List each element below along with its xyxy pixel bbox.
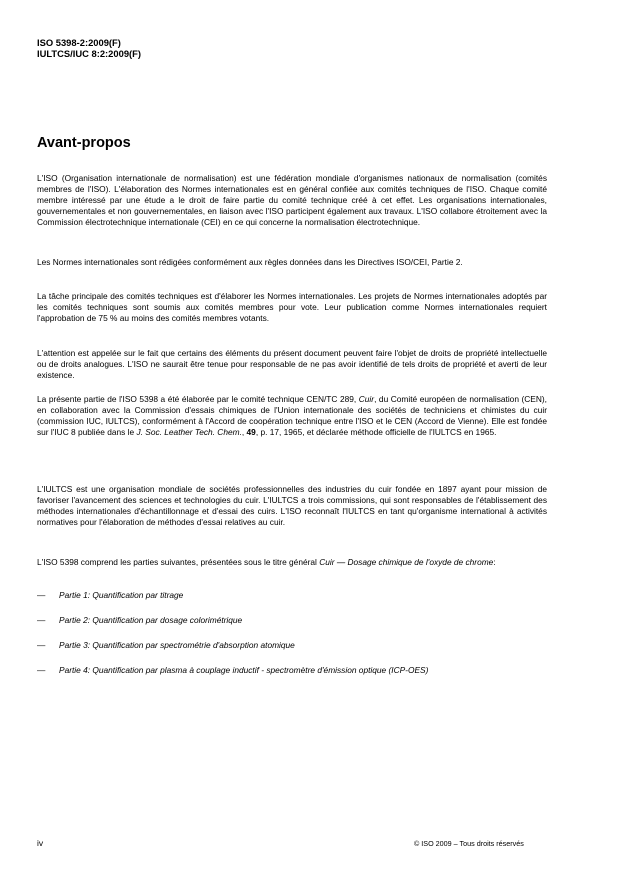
paragraph-preparation: [37, 394, 547, 438]
paragraph-iultcs: L'IULTCS est une organisation mondiale de sociétés professionnelles des industries du cuir fondée en 1897 ayant pour mission de favoriser l'avancement des sciences et technologies du cuir. L'IULTCS a trois commissions, qui sont responsables de l'établissement des méthodes internationales d'échantillonnage et d'essai des cuirs. L'ISO reconnaît l'IULTCS en tant qu'organisme international à activités normatives pour l'élaboration de méthodes d'essai relatives au cuir.: [37, 484, 547, 528]
dash-bullet: —: [37, 665, 46, 675]
parts-list: [37, 590, 428, 690]
list-item: [37, 665, 428, 690]
text-run: , p. 17, 1965, et déclarée méthode officielle de l'IULTCS en 1965.: [255, 427, 497, 438]
page-number: iv: [37, 838, 44, 848]
paragraph-technical-committees: La tâche principale des comités techniques est d'élaborer les Normes internationales. Les projets de Normes internationales adoptés par les comités techniques sont soumis aux comités membres pour vote. Leur publication comme Normes internationales requiert l'approbation de 75 % au moins des comités membres votants.: [37, 291, 547, 324]
dash-bullet: —: [37, 590, 46, 600]
text-run: L'ISO 5398 comprend les parties suivantes, présentées sous le titre général: [37, 557, 320, 567]
volume-number: 49: [246, 427, 256, 438]
section-title: Avant-propos: [37, 135, 131, 151]
copyright-notice: © ISO 2009 – Tous droits réservés: [414, 839, 524, 848]
part-title: Partie 2: Quantification par dosage colorimétrique: [59, 615, 243, 625]
part-title: Partie 3: Quantification par spectrométrie d'absorption atomique: [59, 640, 295, 650]
dash-bullet: —: [37, 640, 46, 650]
dash-bullet: —: [37, 615, 46, 625]
list-item: [37, 615, 428, 640]
italic-run: Cuir: [358, 394, 375, 404]
text-run: ,: [241, 427, 247, 438]
general-title: Cuir — Dosage chimique de l'oxyde de chrome: [319, 557, 494, 567]
iultcs-number: IULTCS/IUC 8:2:2009(F): [37, 48, 142, 59]
paragraph-directives: Les Normes internationales sont rédigées conformément aux règles données dans les Directives ISO/CEI, Partie 2.: [37, 257, 463, 267]
part-title: Partie 4: Quantification par plasma à couplage inductif - spectromètre d'émission optique (ICP-OES): [59, 665, 429, 675]
text-run: :: [493, 557, 496, 567]
part-title: Partie 1: Quantification par titrage: [59, 590, 184, 600]
text-run: , du Comité européen de normalisation (CEN), en collaboration avec la Commission d'essais chimiques de l'Union internationale des sociétés de techniciens et chimistes du cuir (commission IUC, IULTCS), conformément à l'Accord de coopération technique entre l'ISO et le CEN (Accord de Vienne). Elle est fondée sur l'IUC 8 publiée dans le: [37, 394, 547, 438]
paragraph-parts-intro: [37, 557, 547, 568]
list-item: [37, 640, 428, 665]
document-header: [37, 37, 141, 59]
text-run: La présente partie de l'ISO 5398 a été élaborée par le comité technique CEN/TC 289,: [37, 394, 359, 404]
paragraph-patent-rights: L'attention est appelée sur le fait que certains des éléments du présent document peuvent faire l'objet de droits de propriété intellectuelle ou de droits analogues. L'ISO ne saurait être tenue pour responsable de ne pas avoir identifié de tels droits de propriété et averti de leur existence.: [37, 348, 547, 381]
journal-title: J. Soc. Leather Tech. Chem.: [136, 427, 242, 438]
paragraph-iso-intro: L'ISO (Organisation internationale de normalisation) est une fédération mondiale d'organismes nationaux de normalisation (comités membres de l'ISO). L'élaboration des Normes internationales est en général confiée aux comités techniques de l'ISO. Chaque comité membre intéressé par une étude a le droit de faire partie du comité technique créé à cet effet. Les organisations internationales, gouvernementales et non gouvernementales, en liaison avec l'ISO participent également aux travaux. L'ISO collabore étroitement avec la Commission électrotechnique internationale (CEI) en ce qui concerne la normalisation électrotechnique.: [37, 173, 547, 228]
list-item: [37, 590, 428, 615]
standard-number: ISO 5398-2:2009(F): [37, 37, 121, 48]
